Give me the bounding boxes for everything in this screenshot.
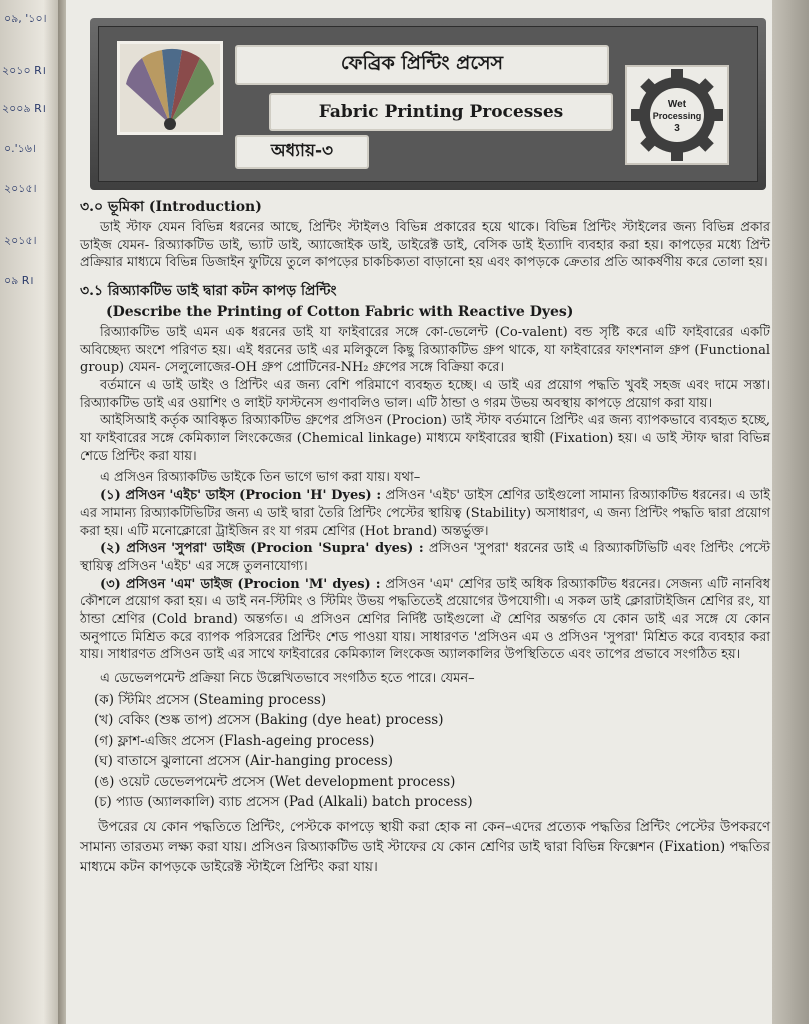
badge-line-2: Processing bbox=[652, 111, 702, 121]
section-3-0-text: ডাই স্টাফ যেমন বিভিন্ন ধরনের আছে, প্রিন্টিং স্টাইলও বিভিন্ন প্রকারের হয়ে থাকে। বিভিন্ন প্রিন্টিং স্টাইলের জন্য বিভিন্ন প্রকার ডাইজ যেমন- রিঅ্যাকটিভ ডাই, ভ্যাট ডাই, অ্যাজোইক ডাই, ডাইরেক্ট ডাই, বেসিক ডাই ইত্যাদি ব্যবহার করা হয়। কাপড়ের মধ্যে প্রিন্ট প্রক্রিয়ার মাধ্যমে বিভিন্ন ডিজাইন ফুটিয়ে তুলে কাপড়ের চাকচিক্যতা বাড়ানো হয় এবং কাপড়কে ক্রেতার প্রতি আকর্ষণীয় করে তোলা হয়। bbox=[80, 220, 770, 271]
chapter-title-bengali: ফেব্রিক প্রিন্টিং প্রসেস bbox=[235, 45, 609, 85]
banner-panel bbox=[98, 26, 758, 182]
margin-note: ২০০৯ R। bbox=[2, 102, 46, 115]
closing-paragraph: উপরের যে কোন পদ্ধতিতে প্রিন্টিং, পেস্টকে কাপড়ে স্থায়ী করা হোক না কেন–এদের প্রত্যেক পদ্ধতির প্রিন্টিং পেস্টের উপকরণে সামান্য তারতম্য লক্ষ্য করা যায়। প্রসিওন রিঅ্যাকটিভ ডাই স্টাফের যে কোন শ্রেণির ডাই দ্বারা বিভিন্ন ফিক্সেশন (Fixation) পদ্ধতির মাধ্যমে কটন কাপড়কে ডাইরেক্ট স্টাইলে প্রিন্টিং করা যায়। bbox=[80, 818, 770, 876]
left-page-edge bbox=[0, 0, 62, 1024]
development-intro: এ ডেভেলপমেন্ট প্রক্রিয়া নিচে উল্লেখিতভাবে সংগঠিত হতে পারে। যেমন– bbox=[100, 670, 475, 686]
procion-h-heading: (১) প্রসিওন 'এইচ' ডাইস (Procion 'H' Dyes) : bbox=[100, 488, 382, 504]
badge-line-1: Wet bbox=[667, 99, 687, 110]
book-page bbox=[66, 0, 772, 1024]
list-item: (গ) ফ্লাশ-এজিং প্রসেস (Flash-ageing process) bbox=[94, 732, 375, 749]
margin-note: ২০১৫। bbox=[4, 182, 37, 195]
procion-m-heading: (৩) প্রসিওন 'এম' ডাইজ (Procion 'M' dyes) : bbox=[100, 576, 381, 592]
swatch-fan-icon bbox=[120, 44, 220, 132]
page-body bbox=[80, 192, 770, 877]
list-item: (ঘ) বাতাসে ঝুলানো প্রসেস (Air-hanging process) bbox=[94, 753, 394, 770]
right-page-edge bbox=[772, 0, 809, 1024]
list-item: (খ) বেকিং (শুষ্ক তাপ) প্রসেস (Baking (dye heat) process) bbox=[94, 712, 444, 729]
margin-note: ০৯, '১০। bbox=[4, 12, 47, 25]
paragraph-procion: আইসিআই কর্তৃক আবিষ্কৃত রিঅ্যাকটিভ গ্রুপের প্রসিওন (Procion) ডাই স্টাফ বর্তমানে প্রিন্টিং এর জন্য ব্যাপকভাবে ব্যবহৃত হচ্ছে, যা ফাইবারের সঙ্গে কেমিক্যাল লিংকেজের (Chemical linkage) মাধ্যমে ফাইবারের স্থায়ী (Fixation) হয়। এ ডাই স্টাফ দ্বারা বিভিন্ন শেডে প্রিন্টিং করা যায়। bbox=[80, 413, 770, 464]
section-3-1-heading-english: (Describe the Printing of Cotton Fabric with Reactive Dyes) bbox=[106, 304, 574, 321]
list-item: (চ) প্যাড (অ্যালকালি) ব্যাচ প্রসেস (Pad (Alkali) batch process) bbox=[94, 794, 473, 811]
wet-processing-badge bbox=[625, 65, 729, 165]
procion-supra-heading: (২) প্রসিওন 'সুপরা' ডাইজ (Procion 'Supra' dyes) : bbox=[100, 541, 424, 557]
gear-icon bbox=[627, 67, 727, 163]
list-item: (ঙ) ওয়েট ডেভেলপমেন্ট প্রসেস (Wet development process) bbox=[94, 773, 456, 790]
margin-note: ২০১০ R। bbox=[2, 64, 46, 77]
chapter-title-english: Fabric Printing Processes bbox=[269, 93, 613, 131]
procion-supra-text: প্রসিওন 'সুপরা' ধরনের ডাই এ রিঅ্যাকটিভিটি এবং প্রিন্টিং পেস্টে স্থায়িত্ব প্রসিওন 'এইচ' এর সঙ্গে তুলনাযোগ্য। bbox=[80, 541, 770, 574]
section-3-1-heading: ৩.১ রিঅ্যাকটিভ ডাই দ্বারা কটন কাপড় প্রিন্টিং bbox=[80, 283, 337, 300]
procion-m-item bbox=[80, 576, 770, 664]
section-3-0-heading: ৩.০ ভূমিকা (Introduction) bbox=[80, 199, 262, 215]
badge-number: 3 bbox=[674, 123, 680, 134]
paragraph-reactive-dye: রিঅ্যাকটিভ ডাই এমন এক ধরনের ডাই যা ফাইবারের সঙ্গে কো-ভেলেন্ট (Co-valent) বন্ড সৃষ্টি করে এটি ফাইবারের একটি অবিচ্ছেদ্য অংশে পরিণত হয়। এই ধরনের ডাই এর মলিকুলে কিছু রিঅ্যাকটিভ গ্রুপ থাকে, যা ফাইবারের ফাংশনাল গ্রুপ (Functional group) যেমন- সেলুলোজের-OH গ্রুপ প্রোটিনের-NH₂ গ্রুপের সঙ্গে বিক্রিয়া করে। bbox=[80, 325, 770, 376]
chapter-number: অধ্যায়-৩ bbox=[235, 135, 369, 169]
list-item: (ক) স্টিমিং প্রসেস (Steaming process) bbox=[94, 691, 327, 708]
paragraph-classes-intro: এ প্রসিওন রিঅ্যাকটিভ ডাইকে তিন ভাগে ভাগ করা যায়। যথা– bbox=[100, 470, 421, 486]
margin-note: ২০১৫। bbox=[4, 234, 37, 247]
margin-note: ০৯ R। bbox=[4, 274, 34, 287]
chapter-banner bbox=[90, 18, 766, 190]
procion-m-text: প্রসিওন 'এম' শ্রেণির ডাই অধিক রিঅ্যাকটিভ ধরনের। সেজন্য এটি নানবিধ কৌশলে প্রয়োগ করা হয়। এ ডাই নন-স্টিমিং ও স্টিমিং উভয় পদ্ধতিতেই প্রয়োগের উপযোগী। এ সকল ডাই ক্লোরাটাইজিন শ্রেণির রং, যা ঠান্ডা শ্রেণির (Cold brand) অন্তর্গত। এ প্রসিওন শ্রেণির নির্দিষ্ট ডাইগুলো ঐ শ্রেণির অন্তর্গত যে কোন ডাই এর সঙ্গে যে কোন অনুপাতে মিশ্রিত করে ব্যাপক পরিসরের প্রিন্টিং শেড পাওয়া যায়। সাধারণত 'প্রসিওন এম ও প্রসিওন 'সুপরা' মিশ্রিত করে ব্যবহার করা যায়। সাধারণত প্রসিওন ডাই এর সাথে ফাইবারের কেমিক্যাল লিংকেজ অ্যালকালির উপস্থিতিতে এবং তাপের প্রভাবে সংগঠিত হয়। bbox=[80, 576, 770, 663]
paragraph-usage: বর্তমানে এ ডাই ডাইং ও প্রিন্টিং এর জন্য বেশি পরিমাণে ব্যবহৃত হচ্ছে। এ ডাই এর প্রয়োগ পদ্ধতি খুবই সহজ এবং দামে সস্তা। রিঅ্যাকটিভ ডাই এর ওয়াশিং ও লাইট ফাস্টনেস গুণাবলিও ভাল। এটি ঠান্ডা ও গরম উভয় অবস্থায় কাপড়ে প্রয়োগ করা যায়। bbox=[80, 378, 770, 411]
procion-h-text: প্রসিওন 'এইচ' ডাইস শ্রেণির ডাইগুলো সামান্য রিঅ্যাকটিভ ধরনের। এ ডাই এর সামান্য রিঅ্যাকটিভিটির জন্য এ ডাই দ্বারা তৈরি প্রিন্টিং পেস্টের স্থায়িত্ব (Stability) অসাধারণ, এ জন্য প্রিন্টিং পদ্ধতি দ্বারা প্রয়োগ করা হয়। এটি মনোক্লোরো ট্রাইজিন রং যা গরম শ্রেণির (Hot brand) অন্তর্ভুক্ত। bbox=[80, 488, 770, 539]
procion-h-item bbox=[80, 487, 770, 540]
process-list bbox=[94, 690, 770, 813]
margin-note: ০.'১৬। bbox=[4, 142, 36, 155]
fabric-swatch-fan-image bbox=[117, 41, 223, 135]
procion-supra-item bbox=[80, 540, 770, 575]
